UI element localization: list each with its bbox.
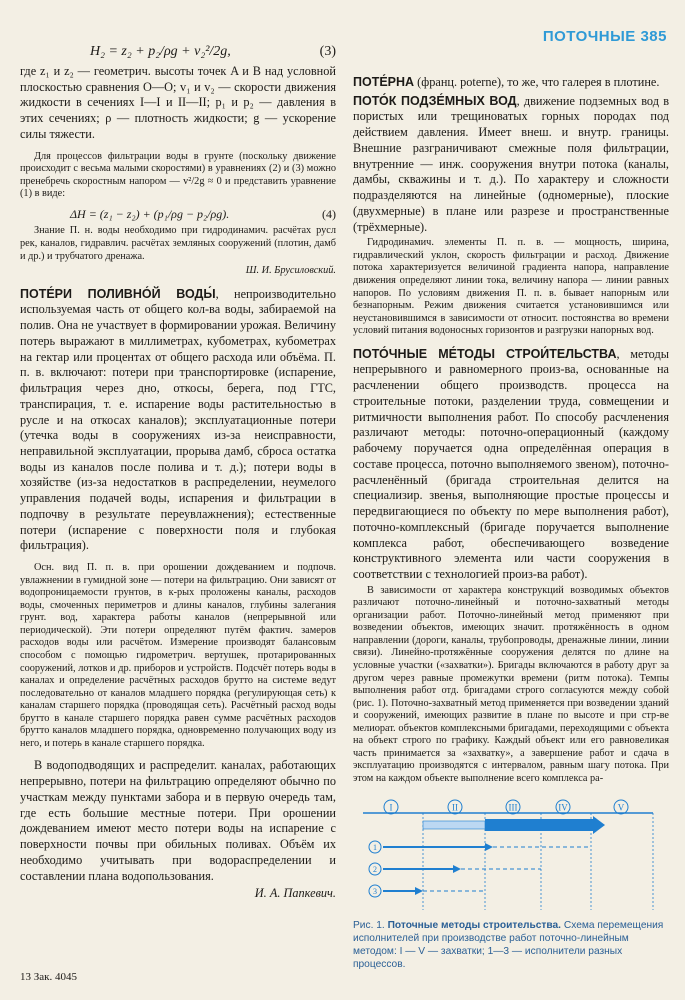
main-type-paragraph: Осн. вид П. п. в. при орошении дождеванием и подпочв. увлажнении в гумидной зоне — потери на фильтрацию. Они зависят от водопроницаемости грунтов, в к-рых проложены каналы, расходов воды, смоченных периметров и длины каналов, глубины залегания грунт. вод, характера работы каналов (непрерывной или периодической). Эти потери определяют путём фактич. замеров расходов воды или расчётом. Измерение производят балансовым способом с помощью гидрометрич. вертушек, протарированных сооружений, лотков и др. приборов и устройств. Подсчёт потерь воды в каналах и определение расчётных расходов брутто на системе ведут последовательно от каналов младшего порядка (регулирующая сеть) к каналам старшего порядка (проводящая сеть). Расчётный расход воды брутто в канале старшего порядка равен сумме расчётных расходов брутто каналов младшего порядка, одновременно получающих воду из него, и потерь в канале старшего порядка. xyxy=(20,562,336,749)
entry-poterna-title: ПОТЕ́РНА xyxy=(353,75,415,89)
zone-label: IV xyxy=(558,802,568,813)
performer-1-arrow xyxy=(485,843,493,851)
zone-label: II xyxy=(452,802,458,813)
right-column xyxy=(353,74,669,975)
entry-potok-title: ПОТО́К ПОДЗЕ́МНЫХ ВОД xyxy=(353,93,517,108)
zone-label: III xyxy=(508,802,518,813)
performer-2-arrow xyxy=(453,865,461,873)
performer-label: 1 xyxy=(373,843,377,853)
zone-label: V xyxy=(617,802,625,813)
performer-label: 3 xyxy=(373,887,377,897)
formula-dh-number: (4) xyxy=(322,206,336,221)
zone-label: I xyxy=(389,802,393,813)
entry-poteri-body: , непроизводительно используемая часть от общего кол-ва воды, забираемой на полив. Она не участвует в формировании урожая. Величину потерь выражают в миллиметрах, кубометрах, кубометрах на гектар или процентах от общего расхода или объёма. П. п. в. включают: потери при транспортировке (испарение, фильтрация через дно, откосы, берега, под ГТС, транспирация, т. е. испарение воды растительностью в русле и на откосах каналов); эксплуатационные потери (утечка воды в сооружениях из-за неисправности, неправильной эксплуатации, прорыва дамб, сброса остатка воды из каналов после полива и т. д.); потери воды в хозяйстве (из-за недостатков в распределении, неумелого управления подачей воды, испарения и фильтрации в подпочву в результате переувлажнения); естественные потери (испарение с поверхности поля и глубокая фильтрация). xyxy=(20,286,337,553)
zone-labels xyxy=(384,800,628,814)
entry-poterna-body: (франц. poterne), то же, что галерея в плотине. xyxy=(414,75,660,89)
formula-dh-expression: ΔH = (z₁ − z₂) + (p₁/ρg − p₂/ρg). xyxy=(70,206,230,221)
dependency-paragraph: В зависимости от характера конструкций возводимых объектов различают поточно-линейный и поточно-захватный методы организации работ. Поточно-линейный метод применяют при возведении объектов, имеющих значит. протяжённость в одном направлении (дороги, каналы, трубопроводы, дренажные линии, линии связи). Линейно-протяжённые сооружения делятся по длине на условные участки («захватки»). Бригады включаются в работу друг за другом через равные промежутки времени (ритм потока). Темпы выполнения работ отд. бригадами строго согласуются между собой (рис. 1). Поточно-захватный метод применяется при возведении зданий и сооружений, имеющих развитие в плане по высоте и при стр-ве мелиорат. объектов комплексными бригадами, переходящими с объекта на объект строго по графику. Каждый объект или его равновеликая часть принимается за «захватку», а завершение работ и сдача в эксплуатацию производятся с интервалом, равным шагу потока. При этом на каждом объекте выполнение всего комплекса ра- xyxy=(353,584,669,784)
performer-label: 2 xyxy=(373,865,377,875)
main-flow-hatch xyxy=(423,821,485,829)
flow-method-diagram xyxy=(353,795,669,920)
entry-metody xyxy=(353,346,669,583)
formula-h2 xyxy=(20,40,336,64)
entry-poterna xyxy=(353,74,669,91)
entry-metody-title: ПОТО́ЧНЫЕ МЕ́ТОДЫ СТРОИ́ТЕЛЬСТВА xyxy=(353,346,617,361)
formula-dh xyxy=(20,203,336,226)
main-flow-bar xyxy=(485,819,593,831)
formula-h2-number: (3) xyxy=(319,44,336,59)
figure-caption xyxy=(353,920,669,971)
entry-metody-body: , методы непрерывного и равномерного произ-ва, основанные на расчленении общего производств. процесса на строительные потоки, разделении труда, совмещении и ритмичности выполнения работ. По способу расчленения различают методы: поточно-операционный (каждому рабочему поручается одна определённая операция в составе процесса, поточно выполняемого звеном), поточно-расчленённый (бригада строительная делится на специализир. звенья, выполняющие простые процессы и передвигающиеся по объекту по мере выполнения работ), поточно-комплексный (бригаде поручается выполнение комплекса работ, обеспечивающего возведение конструктивного элемента или части сооружения в соответствии с технологией произ-ва работ). xyxy=(353,346,669,581)
filtration-paragraph: Для процессов фильтрации воды в грунте (поскольку движение происходит с весьма малыми скоростями) в уравнениях (2) и (3) можно пренебречь скоростным напором — v²/2g ≈ 0 и представить уравнение (1) в виде: xyxy=(20,150,336,200)
hydrodynamic-paragraph: Гидродинамич. элементы П. п. в. — мощность, ширина, гидравлический уклон, скорость фильтрации и расход. Движение потока характеризуется величиной градиента напора, направление движения определяют линии тока, величину напора — линии равных напоров. По условиям движения П. п. в. бывает напорным или безнапорным. Режим движения считается установившимся или неустановившимся в зависимости от относит. постоянства во времени условий питания водоносных горизонтов и разгрузки напорных вод. xyxy=(353,237,669,337)
author-brusilovsky: Ш. И. Брусиловский. xyxy=(245,265,336,277)
performer-3-arrow xyxy=(415,887,423,895)
formula-h2-expression: H₂ = z₂ + p₂/ρg + v₂²/2g, xyxy=(90,44,231,59)
caption-text: Схема перемещения исполнителей при производстве работ поточно-линейным методом: I — V — захватки; 1—3 — исполнители разных процессов. xyxy=(353,920,664,970)
main-flow-arrowhead xyxy=(593,816,605,834)
author-papkevich: И. А. Папкевич. xyxy=(254,886,336,901)
caption-lead: Рис. 1. xyxy=(353,920,385,932)
entry-poteri xyxy=(20,286,336,554)
entry-potok-body: , движение подземных вод в пористых или трещиноватых горных породах под действием давления. Имеет внеш. и внутр. границы. Внешние разграничивают смежные поля фильтрации, внутренние — инж. сооружения внутри потока (каналы, дамбы, скважины и т. д.). По характеру и сложности подразделяются на линейные (одномерные), плоские (двухмерные) в плане или разрезе и пространственные (трёхмерные). xyxy=(353,93,670,234)
caption-title: Поточные методы строительства. xyxy=(387,920,562,932)
definitions-paragraph: где z₁ и z₂ — геометрич. высоты точек A и B над условной плоскостью сравнения О—О; v₁ и v₂ — скорости движения жидкости в сечениях I—I и II—II; p₁ и p₂ — давления в этих сечениях; ρ — плотность жидкости; g — ускорение силы тяжести. xyxy=(20,64,336,141)
entry-potok xyxy=(353,93,669,236)
canals-paragraph: В водоподводящих и распределит. каналах, работающих непрерывно, потери на фильтрацию определяют обычно по участкам между пунктами забора и в первую очередь там, где есть большие местные потери. При орошении дождеванием имеют место потери воды на испарение с поверхности почвы при обильных поливах. Объём их необходимо учитывать при водораспределении и составлении плана водопользования. xyxy=(20,758,336,883)
entry-poteri-title: ПОТЕ́РИ ПОЛИВНО́Й ВОДЫ́ xyxy=(20,286,216,301)
page-footer: 13 Зак. 4045 xyxy=(20,971,77,983)
running-header: ПОТОЧНЫЕ 385 xyxy=(542,28,667,45)
left-column xyxy=(20,40,336,904)
figure-1 xyxy=(353,795,669,971)
knowledge-paragraph: Знание П. н. воды необходимо при гидродинамич. расчётах русл рек, каналов, гидравлич. расчётах земляных сооружений (плотин, дамб и др.) и трубчатого дренажа. xyxy=(20,225,336,262)
